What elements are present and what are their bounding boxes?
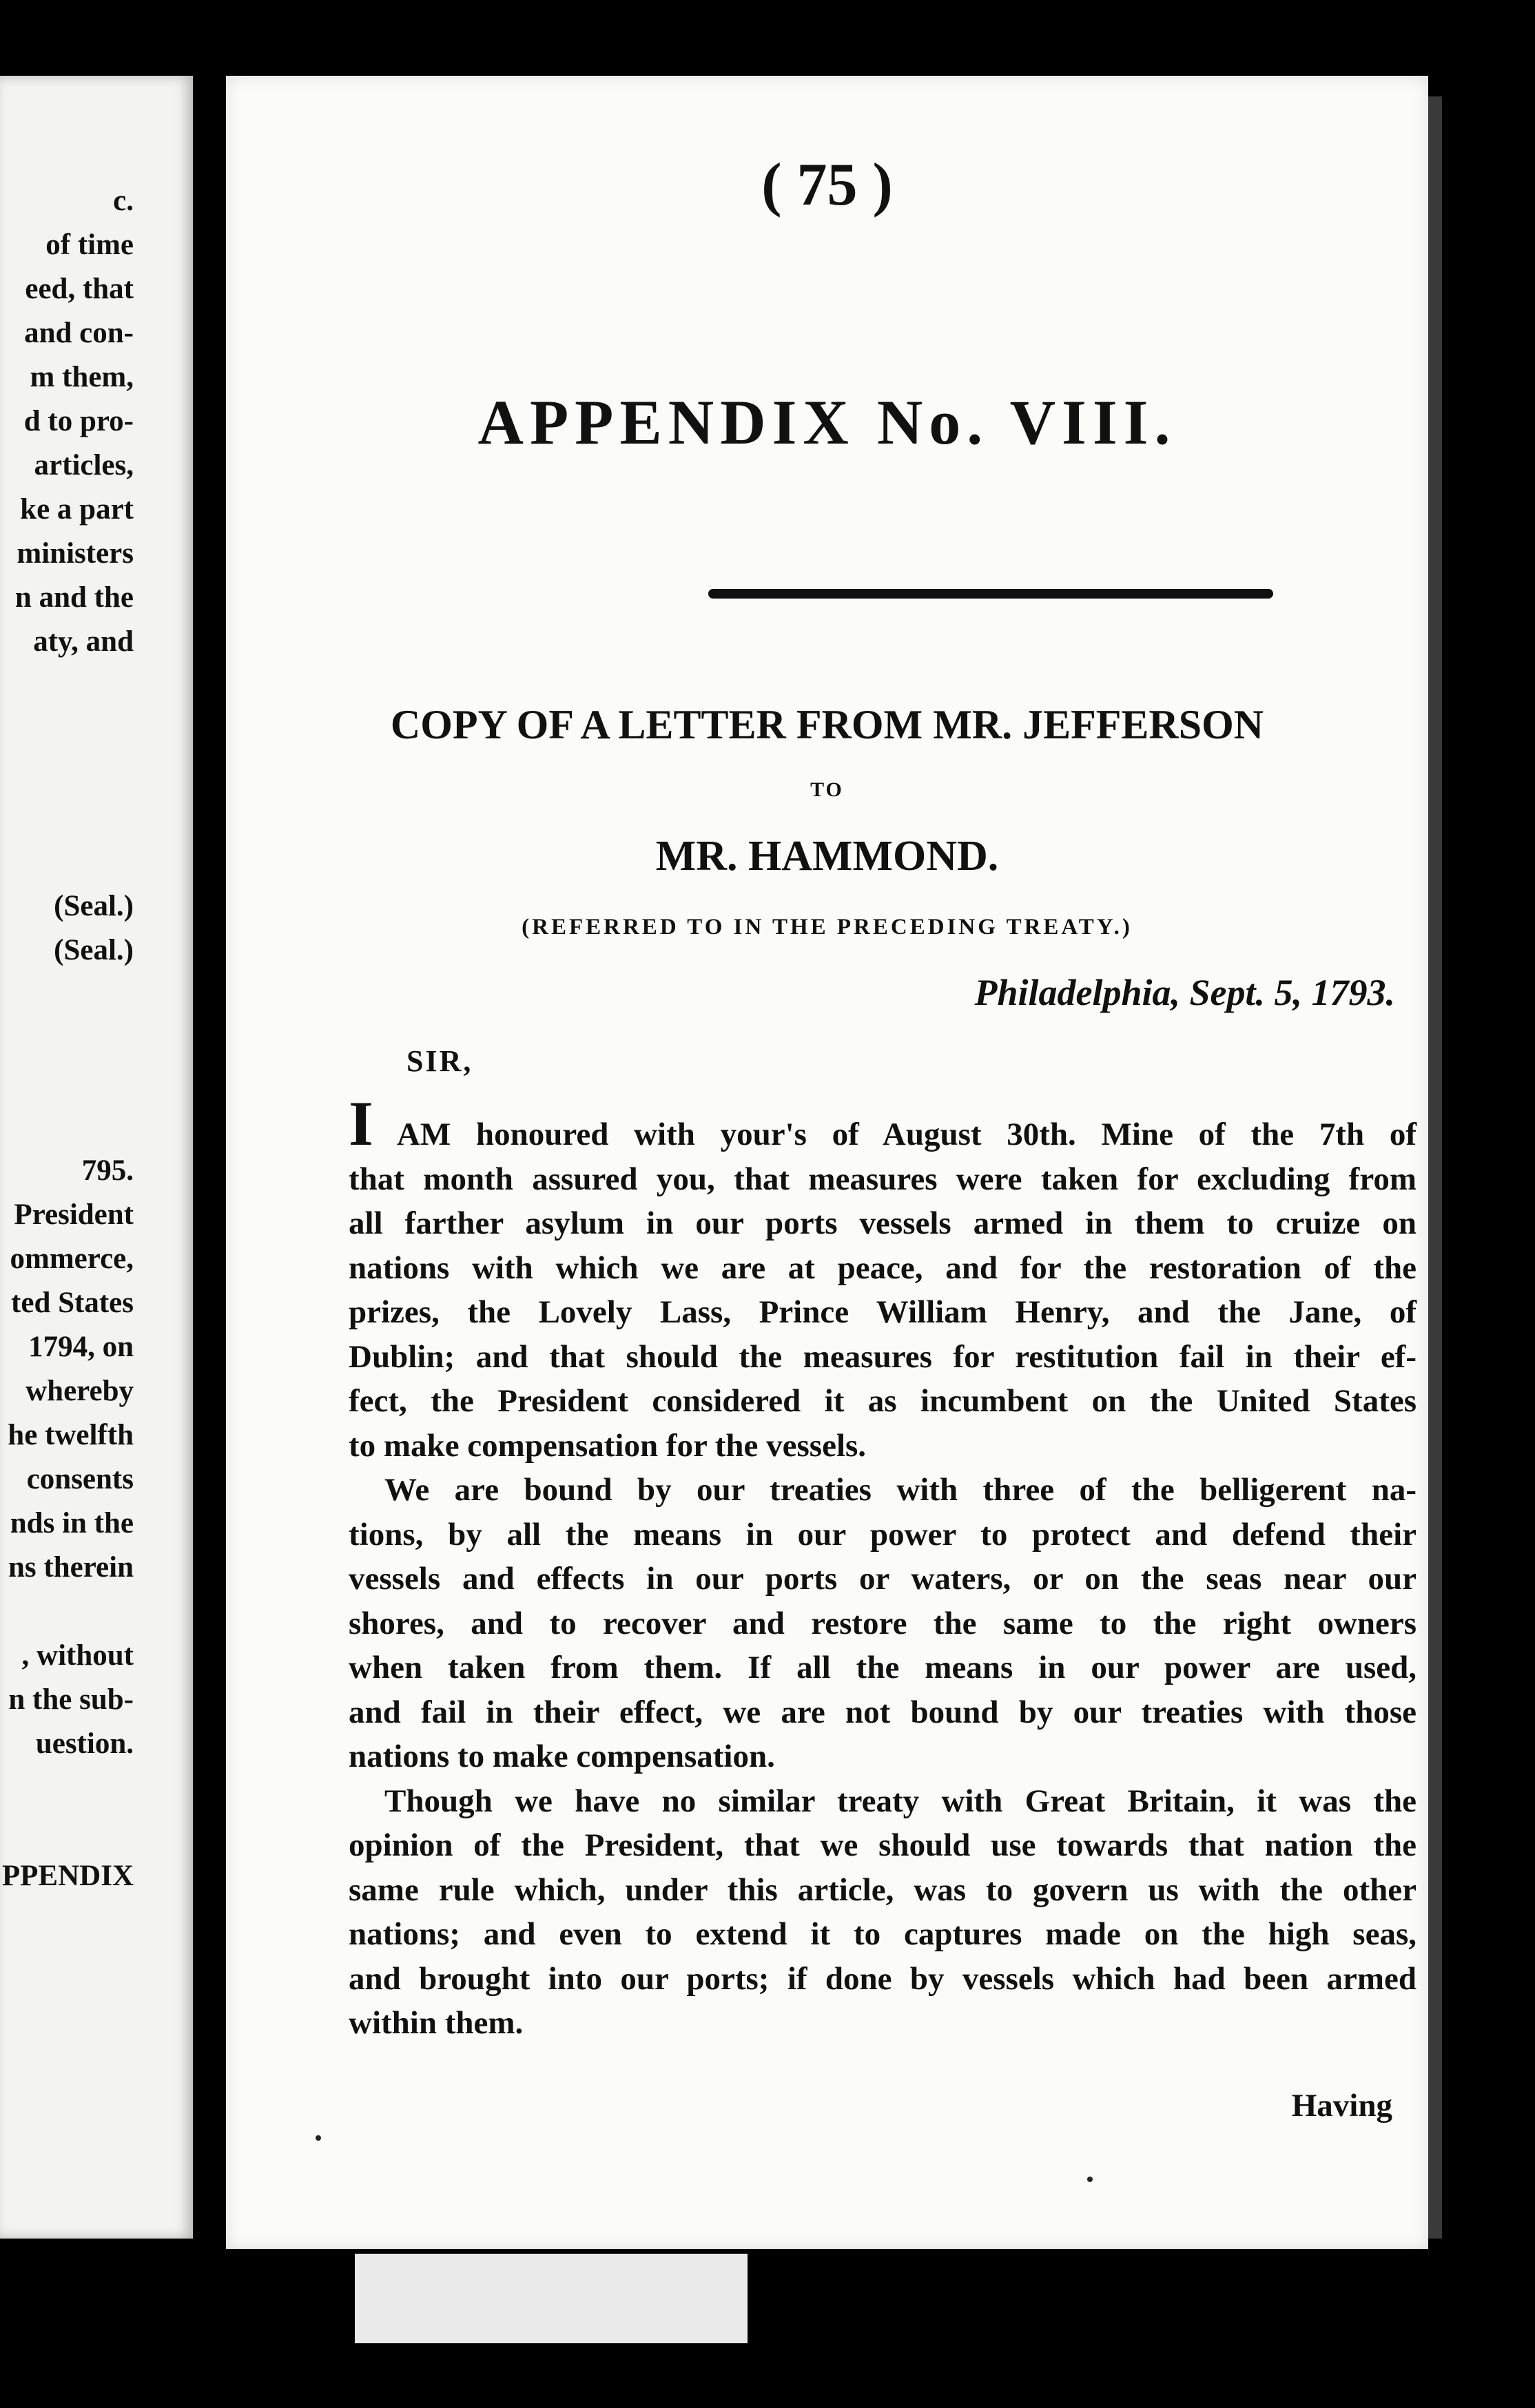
body-line: and brought into our ports; if done by vessels which had been armed	[349, 1960, 1416, 1997]
previous-page-line: d to pro-	[23, 405, 134, 437]
body-line: nations; and even to extend it to captures made on the high seas,	[349, 1916, 1416, 1952]
body-line: nations with which we are at peace, and for the restoration of the	[349, 1249, 1416, 1286]
previous-page-line	[0, 1105, 134, 1149]
previous-page-line	[0, 796, 134, 840]
previous-page-line: n and the	[14, 581, 134, 614]
body-line: tions, by all the means in our power to protect and defend their	[349, 1516, 1416, 1553]
previous-page-line: consents	[26, 1463, 134, 1495]
letter-date: Philadelphia, Sept. 5, 1793.	[974, 972, 1395, 1013]
previous-page-line: President	[14, 1198, 134, 1231]
previous-page-line	[0, 1766, 134, 1810]
book-page	[226, 76, 1428, 2249]
previous-page-line	[0, 1810, 134, 1854]
previous-page-line: , without	[21, 1639, 134, 1672]
previous-page-line	[0, 840, 134, 884]
body-line: We are bound by our treaties with three of the belligerent na-	[384, 1472, 1416, 1508]
previous-page-line: 795.	[81, 1154, 134, 1187]
previous-page-line	[0, 973, 134, 1017]
body-line: I AM honoured with your's of August 30th. Mine of the 7th of	[349, 1088, 1416, 1159]
body-line: vessels and effects in our ports or waters, or on the seas near our	[349, 1561, 1416, 1597]
body-line: nations to make compensation.	[349, 1738, 775, 1774]
previous-page-line: (Seal.)	[54, 934, 134, 966]
previous-page-line: ommerce,	[10, 1243, 134, 1275]
body-line: all farther asylum in our ports vessels armed in them to cruize on	[349, 1205, 1416, 1241]
previous-page-line: PPENDIX	[1, 1860, 134, 1892]
previous-page-line: ke a part	[20, 493, 134, 526]
body-line: prizes, the Lovely Lass, Prince William Henry, and the Jane, of	[349, 1294, 1416, 1330]
body-line: opinion of the President, that we should use towards that nation the	[349, 1827, 1416, 1863]
previous-page-line	[0, 752, 134, 796]
previous-page-line: m them,	[30, 361, 134, 393]
previous-page-line: he twelfth	[8, 1419, 134, 1451]
recipient-name: MR. HAMMOND.	[655, 833, 999, 880]
catchword: Having	[1291, 2088, 1392, 2124]
drop-cap: I	[349, 1088, 373, 1159]
previous-page-line: ted States	[11, 1287, 134, 1319]
previous-page-line	[0, 1017, 134, 1061]
previous-page-line: ns therein	[8, 1551, 134, 1584]
ink-speck	[1087, 2177, 1093, 2182]
paper-tab	[355, 2254, 748, 2343]
appendix-heading: APPENDIX No. VIII.	[477, 387, 1177, 457]
body-line: to make compensation for the vessels.	[349, 1427, 867, 1464]
previous-page-line: whereby	[25, 1375, 134, 1407]
previous-page-line: 1794, on	[28, 1331, 134, 1363]
ink-speck	[316, 2135, 321, 2141]
reference-note: (REFERRED TO IN THE PRECEDING TREATY.)	[522, 915, 1133, 940]
previous-page-line: nds in the	[10, 1507, 134, 1539]
body-line: Though we have no similar treaty with Great Britain, it was the	[384, 1783, 1416, 1819]
body-line: that month assured you, that measures were taken for excluding from	[349, 1161, 1416, 1197]
body-line: Dublin; and that should the measures for restitution fail in their ef-	[349, 1338, 1416, 1375]
previous-page-line	[0, 708, 134, 752]
body-line: shores, and to recover and restore the same to the right owners	[349, 1605, 1416, 1641]
letter-title: COPY OF A LETTER FROM MR. JEFFERSON	[390, 702, 1264, 747]
previous-page-line: eed, that	[25, 273, 134, 305]
previous-page-fragment	[0, 76, 193, 2239]
previous-page-line: c.	[113, 185, 134, 217]
previous-page-text	[0, 179, 134, 1898]
page-edge-shadow	[1428, 96, 1442, 2239]
previous-page-line: n the sub-	[8, 1683, 134, 1716]
body-line: when taken from them. If all the means in our power are used,	[349, 1650, 1416, 1685]
previous-page-line: (Seal.)	[54, 890, 134, 922]
to-label: TO	[810, 778, 844, 801]
body-line: within them.	[349, 2005, 524, 2041]
body-line: fect, the President considered it as incumbent on the United States	[349, 1383, 1416, 1419]
previous-page-line: articles,	[34, 449, 134, 481]
page-number: ( 75 )	[761, 152, 893, 218]
previous-page-line: ministers	[17, 537, 134, 570]
previous-page-line	[0, 664, 134, 708]
salutation: SIR,	[406, 1044, 473, 1078]
previous-page-line	[0, 1590, 134, 1634]
previous-page-line: uestion.	[35, 1727, 134, 1760]
letter-body	[349, 1088, 1416, 2046]
body-line: and fail in their effect, we are not bound by our treaties with those	[349, 1694, 1416, 1730]
previous-page-line: aty, and	[33, 625, 134, 658]
previous-page-line	[0, 1061, 134, 1105]
previous-page-line: and con-	[24, 317, 134, 349]
ornamental-rule	[708, 589, 1273, 599]
body-line: same rule which, under this article, was to govern us with the other	[349, 1871, 1416, 1908]
previous-page-line: of time	[45, 229, 134, 261]
